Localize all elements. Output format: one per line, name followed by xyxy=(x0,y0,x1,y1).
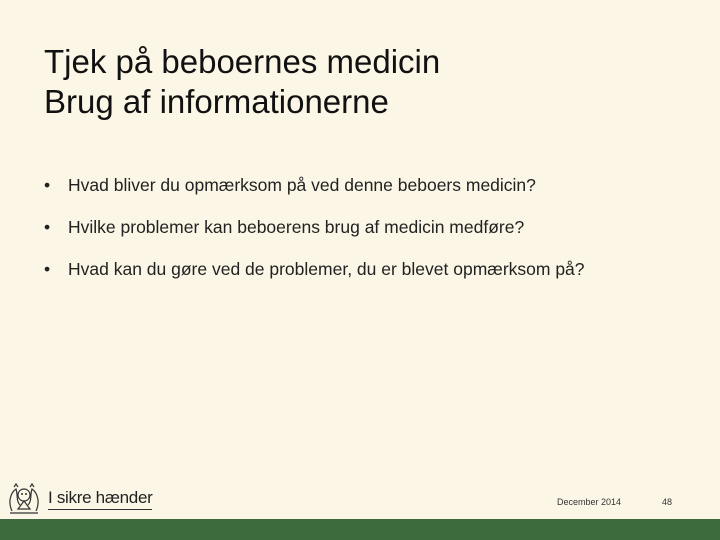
bullet-marker: • xyxy=(44,259,51,279)
page-number: 48 xyxy=(662,497,673,507)
footer-logo xyxy=(4,481,152,517)
bullet-list xyxy=(44,172,585,298)
title-line-1: Tjek på beboernes medicin xyxy=(44,43,441,80)
bullet-item xyxy=(44,214,585,256)
slide-title xyxy=(44,42,440,122)
bullet-text: Hvad kan du gøre ved de problemer, du er blevet opmærksom på? xyxy=(68,259,585,279)
bullet-item xyxy=(44,256,585,298)
bullet-marker: • xyxy=(44,175,51,195)
bullet-text: Hvilke problemer kan beboerens brug af medicin medføre? xyxy=(68,217,525,237)
brand-name: I sikre hænder xyxy=(48,488,152,510)
crest-emblem-icon xyxy=(4,481,44,517)
bullet-item xyxy=(44,172,585,214)
bullet-text: Hvad bliver du opmærksom på ved denne beboers medicin? xyxy=(68,175,536,195)
title-line-2: Brug af informationerne xyxy=(44,83,389,120)
footer-date: December 2014 xyxy=(557,497,622,507)
bottom-bar xyxy=(0,519,720,540)
bullet-marker: • xyxy=(44,217,51,237)
